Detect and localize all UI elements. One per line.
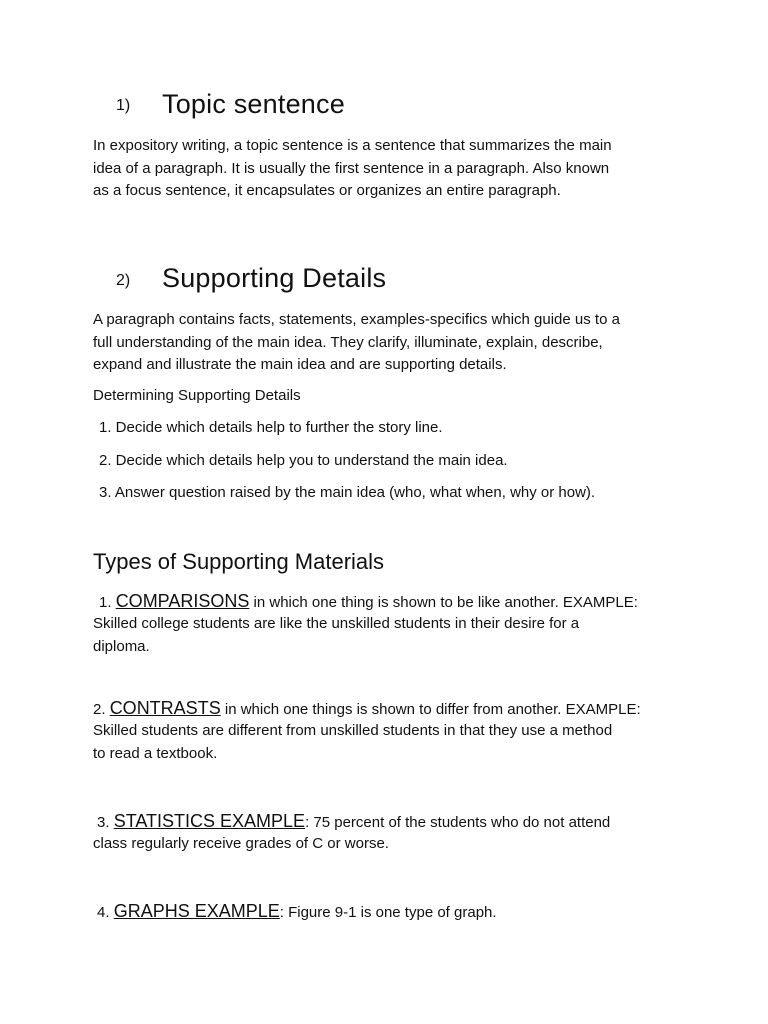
item-description: : Figure 9-1 is one type of graph. [279, 904, 497, 921]
item-line: to read a textbook. [93, 745, 218, 762]
step-3: 3. Answer question raised by the main idea (who, what when, why or how). [99, 484, 596, 501]
item-term: STATISTICS EXAMPLE [113, 811, 306, 831]
paragraph-line: A paragraph contains facts, statements, examples-specifics which guide us to a [93, 311, 620, 328]
item-number: 3. [97, 814, 110, 831]
section-2-paragraph [93, 309, 683, 377]
paragraph-line: expand and illustrate the main idea and are supporting details. [93, 356, 507, 373]
step-2: 2. Decide which details help you to understand the main idea. [99, 452, 508, 469]
paragraph-line: full understanding of the main idea. They clarify, illuminate, explain, describe, [93, 333, 603, 351]
item-description: : 75 percent of the students who do not attend [305, 814, 611, 831]
section-1-paragraph [93, 135, 683, 203]
type-item-contrasts [93, 698, 641, 719]
item-term: CONTRASTS [109, 698, 221, 718]
section-2-number: 2) [116, 272, 131, 289]
type-item-graphs [97, 901, 497, 922]
paragraph-line: as a focus sentence, it encapsulates or organizes an entire paragraph. [93, 182, 561, 199]
section-1-number: 1) [116, 97, 131, 114]
types-heading: Types of Supporting Materials [93, 549, 385, 574]
item-description: in which one things is shown to differ from another. EXAMPLE: [220, 701, 641, 718]
item-term: COMPARISONS [115, 591, 250, 611]
paragraph-line: idea of a paragraph. It is usually the first sentence in a paragraph. Also known [93, 159, 610, 177]
paragraph-line: In expository writing, a topic sentence is a sentence that summarizes the main [93, 137, 612, 154]
item-line: class regularly receive grades of C or worse. [93, 835, 389, 852]
item-line: diploma. [93, 638, 150, 655]
item-line: Skilled college students are like the unskilled students in their desire for a [93, 615, 580, 632]
item-number: 1. [99, 594, 112, 611]
type-item-statistics [97, 811, 610, 832]
section-1-heading: Topic sentence [162, 89, 345, 119]
item-number: 2. [93, 701, 106, 718]
type-item-comparisons [99, 591, 638, 612]
item-number: 4. [97, 904, 110, 921]
item-term: GRAPHS EXAMPLE [113, 901, 280, 921]
determining-subheading: Determining Supporting Details [93, 387, 301, 404]
item-description: in which one thing is shown to be like another. EXAMPLE: [249, 594, 638, 611]
step-1: 1. Decide which details help to further the story line. [99, 419, 443, 436]
section-2-heading: Supporting Details [162, 263, 387, 293]
item-line: Skilled students are different from unskilled students in that they use a method [93, 722, 613, 739]
